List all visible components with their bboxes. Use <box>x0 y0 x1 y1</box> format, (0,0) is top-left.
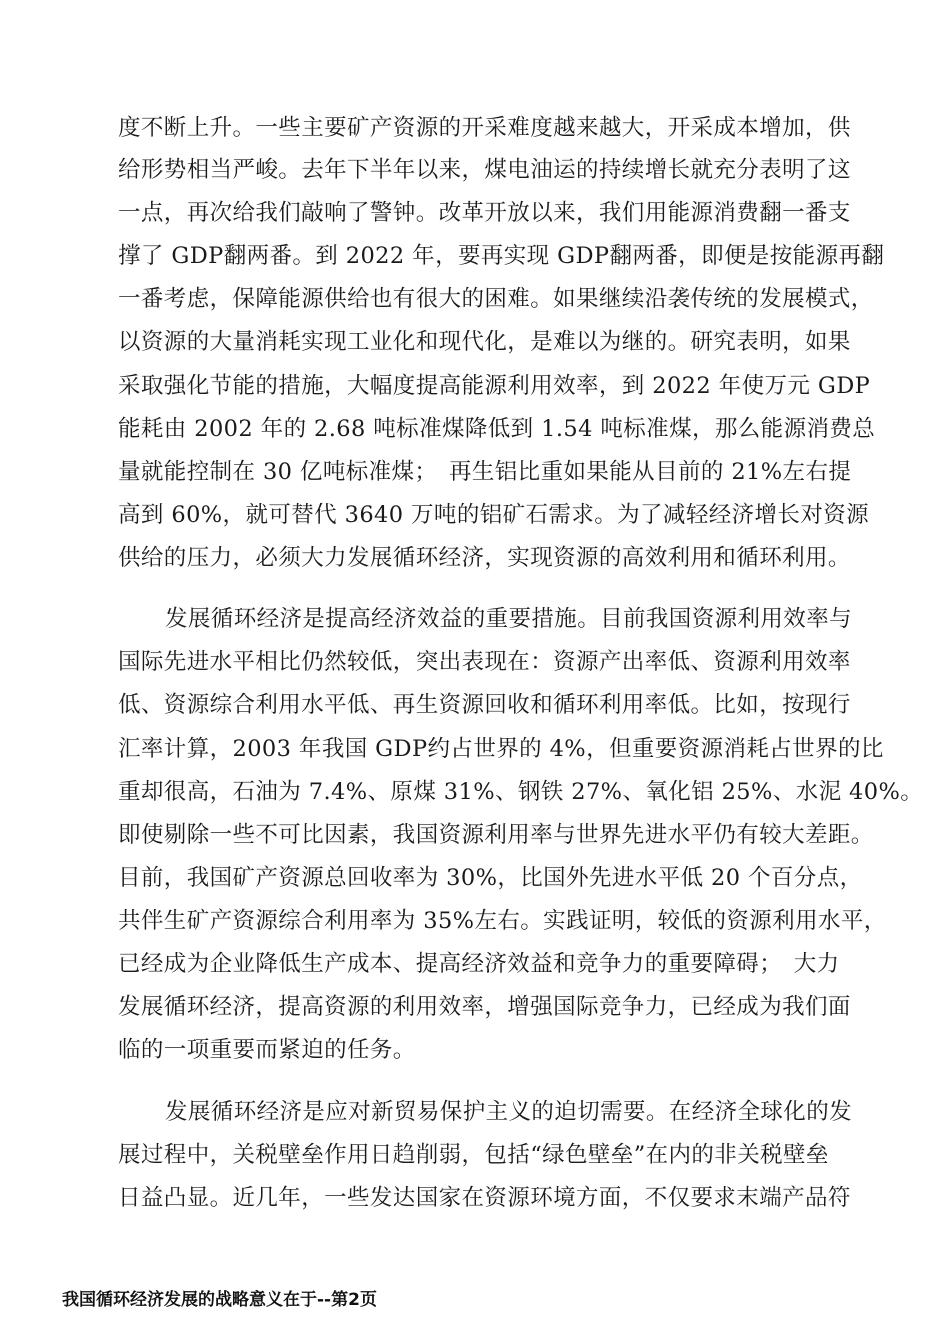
text-line: 已经成为企业降低生产成本、提高经济效益和竞争力的重要障碍； 大力 <box>118 951 840 977</box>
text-line: 发展循环经济是提高经济效益的重要措施。目前我国资源利用效率与 <box>165 606 853 632</box>
text-line: 低、资源综合利用水平低、再生资源回收和循环利用率低。比如，按现行 <box>118 692 851 718</box>
text-line: 重却很高，石油为 7.4%、原煤 31%、钢铁 27%、氧化铝 25%、水泥 40%。 <box>118 779 924 805</box>
text-line: 展过程中，关税壁垒作用日趋削弱，包括“绿色壁垒”在内的非关税壁垒 <box>118 1142 829 1168</box>
text-line: 一番考虑，保障能源供给也有很大的困难。如果继续沿袭传统的发展模式， <box>118 286 874 312</box>
text-line: 能耗由 2002 年的 2.68 吨标准煤降低到 1.54 吨标准煤，那么能源消费总 <box>118 416 876 442</box>
page-footer: 我国循环经济发展的战略意义在于--第2页 <box>62 1290 377 1310</box>
text-line: 采取强化节能的措施，大幅度提高能源利用效率，到 2022 年使万元 GDP <box>118 373 871 399</box>
text-line: 国际先进水平相比仍然较低，突出表现在：资源产出率低、资源利用效率 <box>118 649 851 675</box>
text-line: 度不断上升。一些主要矿产资源的开采难度越来越大，开采成本增加，供 <box>118 115 851 141</box>
text-line: 以资源的大量消耗实现工业化和现代化，是难以为继的。研究表明，如果 <box>118 329 851 355</box>
text-line: 一点，再次给我们敲响了警钟。改革开放以来，我们用能源消费翻一番支 <box>118 200 851 226</box>
text-line: 量就能控制在 30 亿吨标准煤； 再生铝比重如果能从目前的 21%左右提 <box>118 459 852 485</box>
text-line: 供给的压力，必须大力发展循环经济，实现资源的高效利用和循环利用。 <box>118 545 851 571</box>
text-line: 临的一项重要而紧迫的任务。 <box>118 1037 416 1063</box>
text-line: 撑了 GDP翻两番。到 2022 年，要再实现 GDP翻两番，即便是按能源再翻 <box>118 243 885 269</box>
text-line: 共伴生矿产资源综合利用率为 35%左右。实践证明，较低的资源利用水平， <box>118 908 887 934</box>
text-line: 发展循环经济，提高资源的利用效率，增强国际竞争力，已经成为我们面 <box>118 994 851 1020</box>
text-line: 给形势相当严峻。去年下半年以来，煤电油运的持续增长就充分表明了这 <box>118 157 851 183</box>
text-line: 日益凸显。近几年，一些发达国家在资源环境方面，不仅要求末端产品符 <box>118 1185 851 1211</box>
text-line: 发展循环经济是应对新贸易保护主义的迫切需要。在经济全球化的发 <box>165 1099 853 1125</box>
text-line: 目前，我国矿产资源总回收率为 30%，比国外先进水平低 20 个百分点， <box>118 865 863 891</box>
text-line: 即使剔除一些不可比因素，我国资源利用率与世界先进水平仍有较大差距。 <box>118 822 874 848</box>
text-line: 高到 60%，就可替代 3640 万吨的铝矿石需求。为了减轻经济增长对资源 <box>118 502 870 528</box>
text-line: 汇率计算，2003 年我国 GDP约占世界的 4%，但重要资源消耗占世界的比 <box>118 736 884 762</box>
